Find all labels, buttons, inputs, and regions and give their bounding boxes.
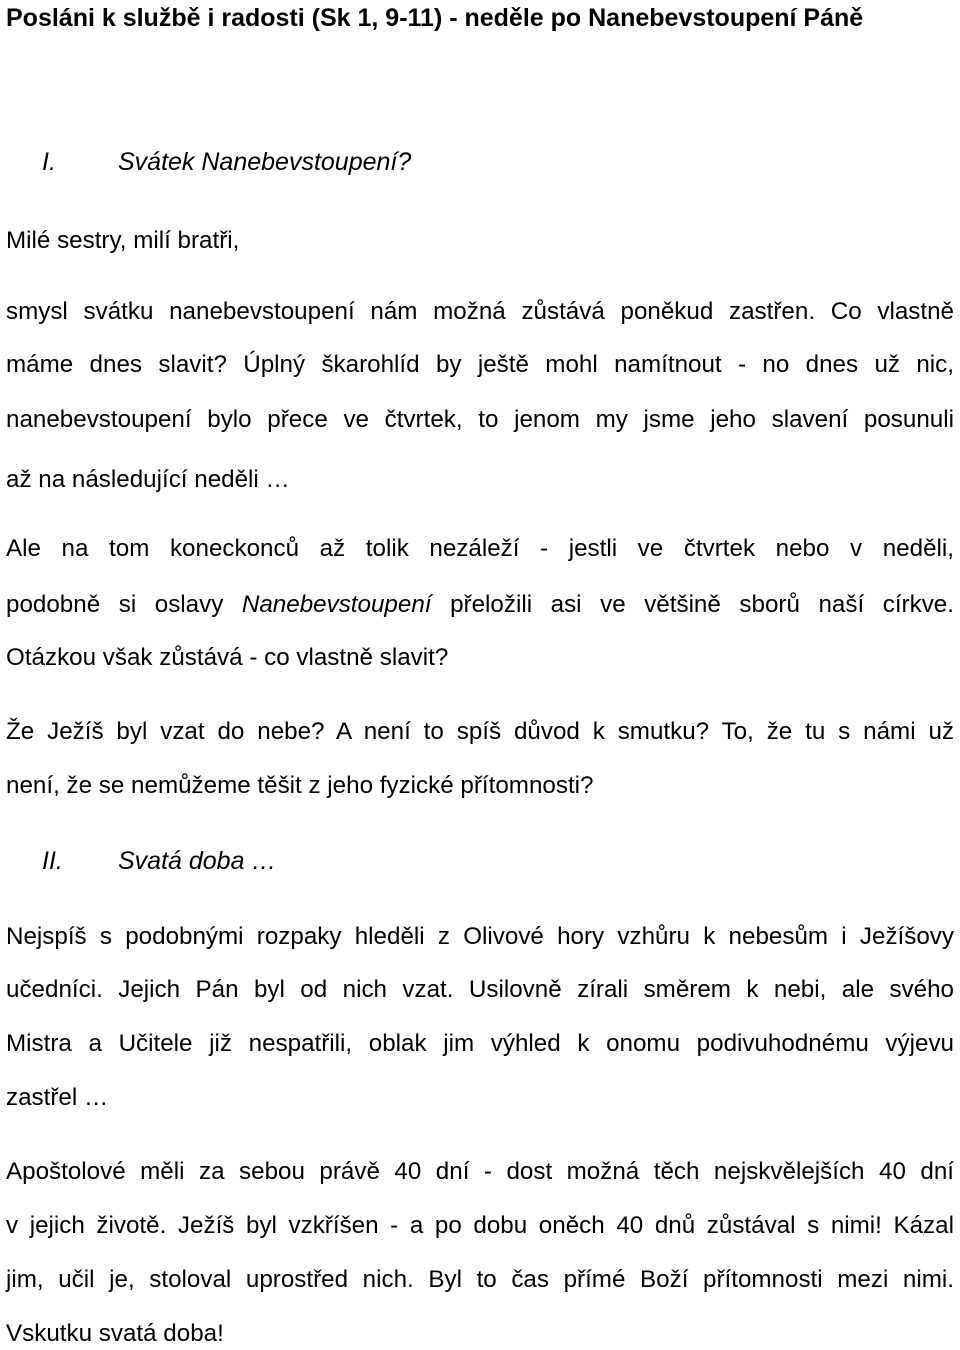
text-line: zastřel … [6, 1084, 109, 1111]
document-title: Posláni k službě i radosti (Sk 1, 9-11) - neděle po Nanebevstoupení Páně [6, 4, 864, 32]
text-line-with-emphasis [6, 589, 954, 621]
section-title: Svatá doba … [118, 847, 277, 875]
text-line: Ale na tom koneckonců až tolik nezáleží - jestli ve čtvrtek nebo v neděli, [6, 535, 954, 562]
text-line: smysl svátku nanebevstoupení nám možná zůstává poněkud zastřen. Co vlastně [6, 298, 954, 325]
text-line: jim, učil je, stoloval uprostřed nich. Byl to čas přímé Boží přítomnosti mezi nimi. [6, 1266, 954, 1293]
text-line: učedníci. Jejich Pán byl od nich vzat. Usilovně zírali směrem k nebi, ale svého [6, 976, 954, 1003]
text-line: Apoštolové měli za sebou právě 40 dní - dost možná těch nejskvělejších 40 dní [6, 1158, 954, 1185]
text-fragment: přeložili asi ve většině sborů naší církve. [450, 591, 954, 618]
text-line: Otázkou však zůstává - co vlastně slavit? [6, 644, 449, 671]
text-line: Vskutku svatá doba! [6, 1320, 224, 1347]
section-number: I. [42, 148, 56, 176]
emphasized-word: Nanebevstoupení [241, 591, 432, 618]
text-line: Mistra a Učitele již nespatřili, oblak jim výhled k onomu podivuhodnému výjevu [6, 1030, 954, 1057]
text-line: není, že se nemůžeme těšit z jeho fyzické přítomnosti? [6, 772, 594, 799]
section-title: Svátek Nanebevstoupení? [118, 148, 412, 176]
text-line: nanebevstoupení bylo přece ve čtvrtek, to jenom my jsme jeho slavení posunuli [6, 406, 954, 433]
text-line: Nejspíš s podobnými rozpaky hleděli z Olivové hory vzhůru k nebesům i Ježíšovy [6, 923, 954, 950]
text-line: máme dnes slavit? Úplný škarohlíd by ještě mohl namítnout - no dnes už nic, [6, 351, 954, 378]
text-fragment: podobně si oslavy [6, 591, 224, 618]
text-line: v jejich životě. Ježíš byl vzkříšen - a po dobu oněch 40 dnů zůstával s nimi! Kázal [6, 1212, 954, 1239]
text-line: Že Ježíš byl vzat do nebe? A není to spíš důvod k smutku? To, že tu s námi už [6, 718, 954, 745]
section-number: II. [42, 847, 63, 875]
greeting-line: Milé sestry, milí bratři, [6, 227, 240, 254]
text-line: až na následující neděli … [6, 466, 290, 493]
